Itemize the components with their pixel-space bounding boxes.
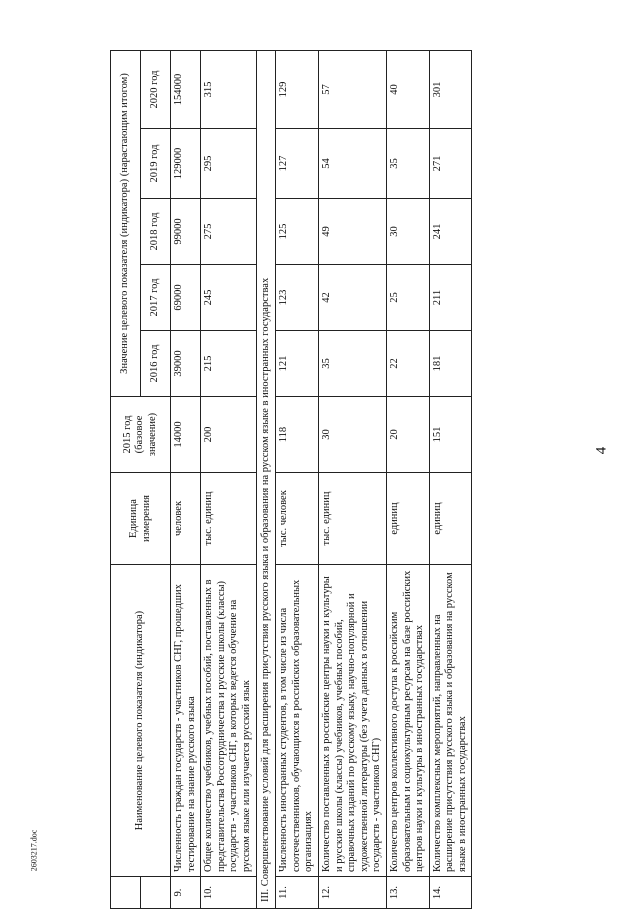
header-target-values: Значение целевого показателя (индикатора) (нарастающим итогом) [111,50,141,396]
value-2019: 35 [386,129,429,199]
base-value: 30 [318,397,386,473]
indicator-unit: тыс. единиц [201,473,256,565]
header-year: 2019 год [141,129,171,199]
header-year: 2016 год [141,331,171,397]
value-2019: 271 [429,129,472,199]
value-2018: 241 [429,199,472,265]
indicator-unit: единиц [429,473,472,565]
indicator-unit: человек [171,473,201,565]
value-2018: 30 [386,199,429,265]
header-year: 2017 год [141,265,171,331]
base-value: 14000 [171,397,201,473]
value-2020: 301 [429,50,472,128]
file-stamp: 2603217.doc [29,829,39,872]
header-number [111,877,141,909]
value-2020: 57 [318,50,386,128]
row-number: 14. [429,877,472,909]
indicator-table-sheet [110,51,590,909]
header-number-lower [141,877,171,909]
value-2016: 35 [318,331,386,397]
value-2020: 154000 [171,50,201,128]
base-value: 118 [276,397,319,473]
indicator-name: Количество поставленных в российские центры науки и культуры и русские школы (классы) учебников, учебных пособий, справочных изданий по русскому языку, научно-популярной и художественной литературы (без учета данных в отношении государств - участников СНГ) [318,565,386,877]
value-2017: 245 [201,265,256,331]
row-number: 12. [318,877,386,909]
header-year: 2020 год [141,50,171,128]
value-2016: 39000 [171,331,201,397]
value-2019: 54 [318,129,386,199]
value-2017: 69000 [171,265,201,331]
value-2018: 49 [318,199,386,265]
value-2018: 125 [276,199,319,265]
value-2016: 215 [201,331,256,397]
header-year: 2018 год [141,199,171,265]
header-base-value: 2015 год (базовое значение) [111,397,171,473]
indicator-name: Численность граждан государств - участников СНГ, прошедших тестирование на знание русского языка [171,565,201,877]
value-2017: 123 [276,265,319,331]
row-number: 13. [386,877,429,909]
value-2019: 129000 [171,129,201,199]
indicator-unit: тыс. человек [276,473,319,565]
value-2016: 181 [429,331,472,397]
base-value: 200 [201,397,256,473]
value-2016: 22 [386,331,429,397]
section-title: III. Совершенствование условий для расширения присутствия русского языка и образования на русском языке в иностранных государствах [256,50,276,908]
section-row [256,50,276,908]
indicator-table [110,50,472,909]
value-2020: 315 [201,50,256,128]
value-2019: 127 [276,129,319,199]
row-number: 10. [201,877,256,909]
table-row [386,50,429,908]
header-unit: Единица измерения [111,473,171,565]
indicator-name: Количество комплексных мероприятий, направленных на расширение присутствия русского языка и образования на русском языке в иностранных государствах [429,565,472,877]
indicator-unit: тыс. единиц [318,473,386,565]
value-2016: 121 [276,331,319,397]
header-indicator-name: Наименование целевого показателя (индикатора) [111,565,171,877]
base-value: 151 [429,397,472,473]
value-2020: 129 [276,50,319,128]
value-2017: 211 [429,265,472,331]
row-number: 9. [171,877,201,909]
table-row [171,50,201,908]
table-row [201,50,256,908]
base-value: 20 [386,397,429,473]
table-row [318,50,386,908]
indicator-name: Численность иностранных студентов, в том числе из числа соотечественников, обучающихся в российских образовательных организациях [276,565,319,877]
value-2017: 25 [386,265,429,331]
table-row [276,50,319,908]
value-2019: 295 [201,129,256,199]
value-2017: 42 [318,265,386,331]
indicator-name: Количество центров коллективного доступа к российским образовательным и социокультурным ресурсам на базе российских центров науки и культуры в иностранных государствах [386,565,429,877]
value-2020: 40 [386,50,429,128]
row-number: 11. [276,877,319,909]
table-row [429,50,472,908]
indicator-name: Общее количество учебников, учебных пособий, поставленных в представительства Россотрудничества и русские школы (классы) государств - участников СНГ, в которых ведется обучение на русском языке или изучается русский язык [201,565,256,877]
value-2018: 275 [201,199,256,265]
page-number: 4 [593,446,610,455]
value-2018: 99000 [171,199,201,265]
indicator-unit: единиц [386,473,429,565]
